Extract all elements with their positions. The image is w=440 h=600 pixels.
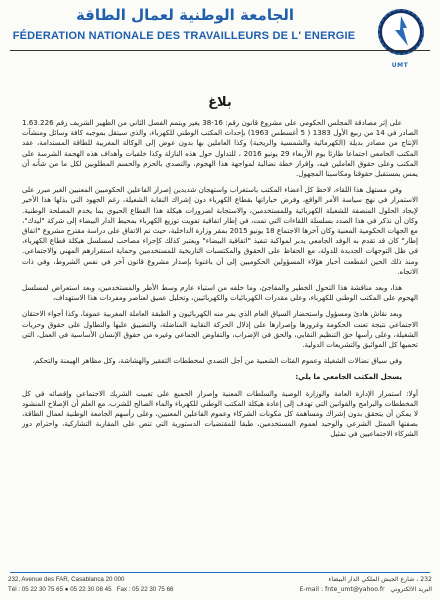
paragraph: هذا، وبعد مناقشة هذا التحول الخطير والمفاجئ، وما خلفه من استياء عارم وسط الأطر والمستخدمين، وبعد استعراض لمسلسل الهجوم على المكتب الوطني للكهرباء، وعلى مقدرات الكهربائيات والكهربائيين، وتحليل عميق لعناصر ومفردات هذا الاستهداف، (22, 283, 418, 303)
document-body (22, 118, 418, 446)
document-title: بلاغ (208, 95, 232, 110)
umt-logo-icon (376, 6, 426, 62)
organization-name-french: FÉDERATION NATIONALE DES TRAVAILLEURS DE L' ENERGIE (12, 30, 356, 42)
organization-name-arabic: الجامعة الوطنية لعمال الطاقة (75, 6, 295, 24)
footer-divider (10, 572, 430, 573)
letterhead-divider (10, 50, 430, 51)
paragraph: وفي سياق نضالات الشغيلة وعموم الفئات الشعبية من أجل التصدي لمخططات التفقير والهشاشة، وكل مظاهر الهيمنة والتحكم، (32, 356, 402, 366)
paragraph-item: أولا: استمرار الإدارة العامة والوزارة الوصية والسلطات المعنية وإصرار الجميع على تغييب الشريك الاجتماعي وإقصائه في كل المخططات والبرامج والقوانين التي تهدف إلى إعادة هيكلة المكتب الوطني للكهرباء والماء الصالح للشرب، مع العلم أن الإصلاح المنشود لا يمكن أن يتحقق بدون إشراك ومساهمة كل مكونات الشركاء وعموم الفاعلين المعنيين، وعلى رأسهم الجامعة الوطنية لعمال الطاقة، بصفتها الممثل الشرعي والوحيد لعموم المستخدمين، طبقا للمقتضيات الدستورية التي تنص على المقاربة التشاركية، واحترام دور الشركاء الاجتماعيين في تمثيل (22, 388, 418, 439)
logo-text: UMT (391, 62, 409, 69)
footer-address-ar: 232 ، شارع الجيش الملكي الدار البيضاء (328, 576, 432, 583)
footer-email[interactable]: E-mail : fnte_umt@yahoo.fr (299, 586, 385, 593)
footer-fax: Fax : 05 22 30 75 66 (116, 586, 174, 593)
paragraph-lead: يسجل المكتب الجامعي ما يلي: (295, 372, 402, 382)
paragraph: على إثر مصادقة المجلس الحكومي على مشروع قانون رقم: 16-38 يغير ويتمم الفصل الثاني من الظهير الشريف رقم 1.63.226 الصادر في 14 من ربيع الأول 1383 ( 5 أغسطس 1963) بإحداث المكتب الوطني للكهرباء، والذي سيتقل بموجبه كافة وسائل ومنشآت الإنتاج من مصادر بديلة (الكهرمائية والشمسية والريحية) وكذا العاملين بها بدون عوض إلى الوكالة المغربية للطاقة المستدامة، عقد المكتب الجامعي اجتماعا طارئا يوم الأربعاء 29 يونيو 2016 ، للتداول حول هذه النازلة وكذا خلفيات وأهداف هذه الهجمة الشرسة على المكتب وعلى حقوق العاملين فيه، وإقرار خطة نضالية لمواجهة هذا الهجوم، والتصدي بالحزم والحسم المطلوبين لكل ما من شأنه أن يمس بمستقبل حقوقنا ومكاسبنا المجهول. (22, 118, 418, 179)
footer-email-label-ar: البريد الالكتروني (390, 586, 432, 593)
letterhead (0, 0, 440, 74)
paragraph: وفي مستهل هذا اللقاء، لاحظ كل أعضاء المكتب باستغراب واستهجان شديدين إصرار الفاعلين الحكوميين المعنيين الغير مبرر على الاستمرار في نهج سياسة الأمر الواقع، وفرض خياراتها بقطاع الكهرباء دون إشراك النقابة الشغيلة، رغم الجهود التي بذلها هذا الأخير لإيجاد الحلول المنصفة للشغيلة الكهربائية وللمستخدمين، والاستجابة لضرورات هيكلة هذا القطاع الحيوي بما يخدم المصلحة الوطنية. وكان أن نذكر في هذا الصدد بسلسلة اللقاءات التي تمت، في إطار اتفاقية تفويت توزيع الكهرباء بمحيط الدار البيضاء إلى شركة "ليدك"، مع الجهات الحكومية المعنية وكان آخرها الاجتماع 18 يونيو 2015 بمقر وزارة الداخلية، حيث تم الاتفاق على دراسة مقترح مشروع "اتفاق إطار" كان قد تقدم به الوفد الجامعي يدبر لمواكبة تنفيذ "اتفاقية البيضاء" ويعتبر كذلك كإجراء مصاحب لمسلسل هيكلة قطاع الكهرباء، في ظل التوجهات الجديدة للدولة، مع الحفاظ على الحقوق والمكتسبات التاريخية للمستخدمين وحماية استقرارهم المهني والاجتماعي. ومنذ ذلك الحين انقطعت أخبار هؤلاء المسؤولين الحكوميين إلى أن باغتونا بإصدار مشروع قانون آخر في نفس الشروط، وفي ذات الاتجاه. (22, 185, 418, 276)
footer-phone-fax (8, 586, 173, 593)
paragraph: وبعد نقاش هادئ ومسؤول واستحضار السياق العام الذي يمر منه الكهربائيون و الطبقة العاملة المغربية عموما، وكذا أجواء الاحتقان الاجتماعي نتيجة تعنت الحكومة وغرورها وإصرارها على إذلال الحركة النقابية المناضلة، والتضييق عليها والتطاول على حقوق وحريات الشغيلة، وعلى رأسها حق التنظيم النقابي، والحق في الإضراب، والتفاوض الجماعي وغيره من حقوق الإنسان الأساسية في العمل، التي تحميها كل المواثيق والتشريعات الدولية. (22, 309, 418, 350)
footer-address-fr: 232, Avenue des FAR, Casablanca 20 000 (8, 576, 125, 583)
footer-email-block (300, 586, 432, 593)
footer-phone: Tél : 05 22 30 75 65 ● 05 22 30 08 45 (8, 586, 112, 593)
